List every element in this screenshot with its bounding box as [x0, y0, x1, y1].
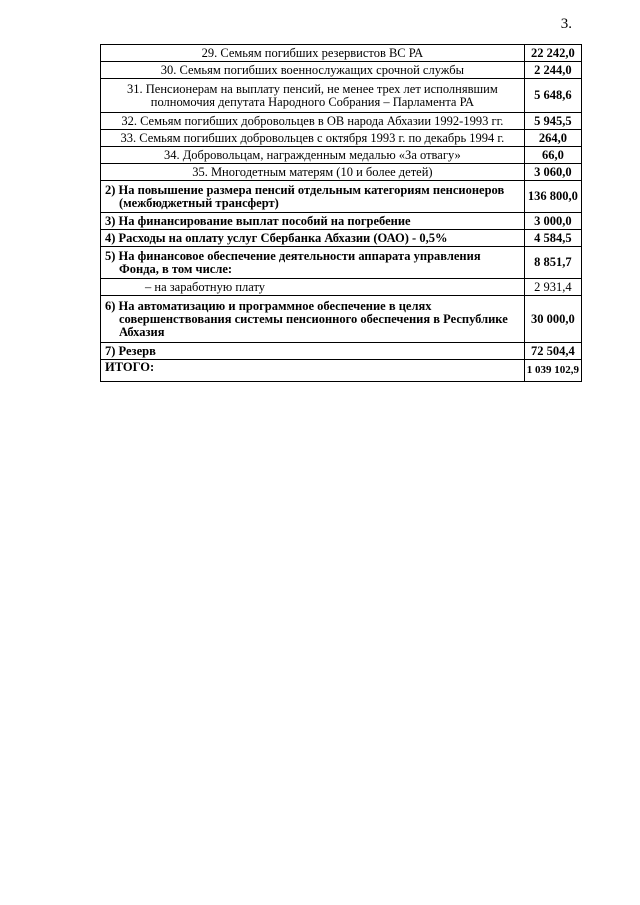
- table-row: [101, 62, 582, 79]
- row-label: 6) На автоматизацию и программное обеспечение в целях совершенствования системы пенсионного обеспечения в Республике Абхазия: [101, 296, 525, 343]
- row-label: 29. Семьям погибших резервистов ВС РА: [101, 45, 525, 62]
- row-value: 5 945,5: [524, 113, 581, 130]
- table-row: [101, 130, 582, 147]
- table-row: [101, 230, 582, 247]
- row-label: ИТОГО:: [101, 360, 525, 382]
- table-row: [101, 181, 582, 213]
- row-value: 2 244,0: [524, 62, 581, 79]
- row-label: 2) На повышение размера пенсий отдельным категориям пенсионеров (межбюджетный трансферт): [101, 181, 525, 213]
- row-value: 3 000,0: [524, 213, 581, 230]
- row-label: 5) На финансовое обеспечение деятельности аппарата управления Фонда, в том числе:: [101, 247, 525, 279]
- row-value: 2 931,4: [524, 279, 581, 296]
- row-label: 4) Расходы на оплату услуг Сбербанка Абхазии (ОАО) - 0,5%: [101, 230, 525, 247]
- row-value: 30 000,0: [524, 296, 581, 343]
- row-label: 7) Резерв: [101, 343, 525, 360]
- row-value: 136 800,0: [524, 181, 581, 213]
- row-label: 33. Семьям погибших добровольцев с октября 1993 г. по декабрь 1994 г.: [101, 130, 525, 147]
- row-label: – на заработную плату: [101, 279, 525, 296]
- table-row: [101, 113, 582, 130]
- row-label: 31. Пенсионерам на выплату пенсий, не менее трех лет исполнявшим полномочия депутата Народного Собрания – Парламента РА: [101, 79, 525, 113]
- row-value: 72 504,4: [524, 343, 581, 360]
- row-value: 4 584,5: [524, 230, 581, 247]
- row-label: 35. Многодетным матерям (10 и более детей): [101, 164, 525, 181]
- table-row: [101, 343, 582, 360]
- row-label: 30. Семьям погибших военнослужащих срочной службы: [101, 62, 525, 79]
- row-label: 32. Семьям погибших добровольцев в ОВ народа Абхазии 1992-1993 гг.: [101, 113, 525, 130]
- table-row: [101, 45, 582, 62]
- row-value: 5 648,6: [524, 79, 581, 113]
- row-label: 34. Добровольцам, награжденным медалью «За отвагу»: [101, 147, 525, 164]
- row-value: 1 039 102,9: [524, 360, 581, 382]
- table-row: [101, 296, 582, 343]
- row-value: 3 060,0: [524, 164, 581, 181]
- row-value: 8 851,7: [524, 247, 581, 279]
- table-row: [101, 360, 582, 382]
- table-row: [101, 279, 582, 296]
- table-row: [101, 213, 582, 230]
- budget-table: [100, 44, 582, 382]
- row-value: 22 242,0: [524, 45, 581, 62]
- row-label: 3) На финансирование выплат пособий на погребение: [101, 213, 525, 230]
- table-row: [101, 147, 582, 164]
- row-value: 66,0: [524, 147, 581, 164]
- table-row: [101, 79, 582, 113]
- table-row: [101, 247, 582, 279]
- row-value: 264,0: [524, 130, 581, 147]
- table-row: [101, 164, 582, 181]
- page-number: 3.: [560, 16, 572, 32]
